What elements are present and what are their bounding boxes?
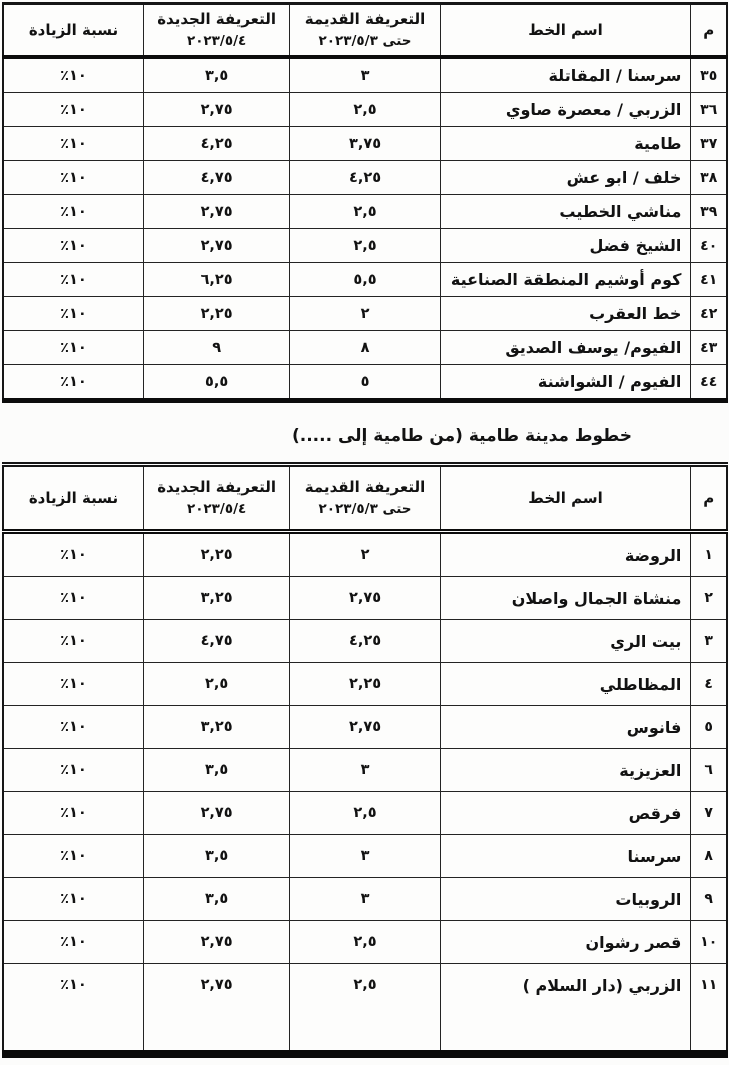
cell-old: ٣,٧٥ bbox=[290, 127, 440, 161]
cell-pct: ١٠٪ bbox=[3, 964, 143, 1007]
table-row bbox=[3, 921, 727, 964]
cell-num: ٥ bbox=[691, 706, 727, 749]
cell-pct: ١٠٪ bbox=[3, 706, 143, 749]
header-old-tariff bbox=[290, 4, 440, 58]
cell-pct: ١٠٪ bbox=[3, 878, 143, 921]
cell-name: الشيخ فضل bbox=[440, 229, 691, 263]
table-row bbox=[3, 161, 727, 195]
cell-old: ٢,٥ bbox=[290, 921, 440, 964]
header-row-number: م bbox=[691, 465, 727, 532]
header-new-tariff-title: التعريفة الجديدة bbox=[157, 478, 277, 497]
cell-old: ٣ bbox=[290, 57, 440, 93]
table-row bbox=[3, 297, 727, 331]
cell-pct: ١٠٪ bbox=[3, 532, 143, 577]
cell-pct: ١٠٪ bbox=[3, 749, 143, 792]
cell-name bbox=[440, 1006, 691, 1054]
table-row bbox=[3, 57, 727, 93]
cell-pct: ١٠٪ bbox=[3, 127, 143, 161]
header-new-tariff bbox=[143, 4, 289, 58]
header-row bbox=[3, 4, 727, 58]
table-row bbox=[3, 749, 727, 792]
cell-old: ٢,٢٥ bbox=[290, 663, 440, 706]
cell-new: ٢,٧٥ bbox=[143, 93, 289, 127]
cell-name: مناشي الخطيب bbox=[440, 195, 691, 229]
header-increase-pct: نسبة الزيادة bbox=[3, 465, 143, 532]
cell-old: ٢,٥ bbox=[290, 229, 440, 263]
section-title: خطوط مدينة طامية (من طامية إلى .....) bbox=[291, 426, 632, 446]
cell-name: منشاة الجمال واصلان bbox=[440, 577, 691, 620]
tariff-table-upper bbox=[2, 2, 728, 403]
cell-num: ٢ bbox=[691, 577, 727, 620]
table-row bbox=[3, 93, 727, 127]
cell-new: ٢,٧٥ bbox=[143, 964, 289, 1007]
cell-pct: ١٠٪ bbox=[3, 263, 143, 297]
cell-name: سرسنا / المقاتلة bbox=[440, 57, 691, 93]
cell-old: ٢ bbox=[290, 532, 440, 577]
table-row bbox=[3, 1006, 727, 1054]
header-old-tariff-date: حتى ٢٠٢٣/٥/٣ bbox=[318, 500, 412, 517]
cell-new: ٢,٧٥ bbox=[143, 792, 289, 835]
cell-new: ٤,٧٥ bbox=[143, 161, 289, 195]
cell-num: ٦ bbox=[691, 749, 727, 792]
table-row bbox=[3, 229, 727, 263]
cell-name: الزربي / معصرة صاوي bbox=[440, 93, 691, 127]
header-new-tariff-date: ٢٠٢٣/٥/٤ bbox=[186, 32, 247, 49]
cell-old bbox=[290, 1006, 440, 1054]
cell-new: ٣,٥ bbox=[143, 878, 289, 921]
cell-new: ٦,٢٥ bbox=[143, 263, 289, 297]
cell-num: ٣٩ bbox=[691, 195, 727, 229]
cell-num: ٤٢ bbox=[691, 297, 727, 331]
cell-pct: ١٠٪ bbox=[3, 57, 143, 93]
cell-name: الفيوم/ يوسف الصديق bbox=[440, 331, 691, 365]
cell-name: العزيزية bbox=[440, 749, 691, 792]
cell-pct: ١٠٪ bbox=[3, 93, 143, 127]
table-row bbox=[3, 706, 727, 749]
cell-num: ٤٣ bbox=[691, 331, 727, 365]
cell-new: ٣,٥ bbox=[143, 835, 289, 878]
cell-name: طامية bbox=[440, 127, 691, 161]
cell-pct: ١٠٪ bbox=[3, 921, 143, 964]
cell-old: ٤,٢٥ bbox=[290, 161, 440, 195]
cell-name: قصر رشوان bbox=[440, 921, 691, 964]
cell-num: ٤٠ bbox=[691, 229, 727, 263]
cell-pct: ١٠٪ bbox=[3, 663, 143, 706]
table-row bbox=[3, 263, 727, 297]
cell-num: ٣٥ bbox=[691, 57, 727, 93]
cell-name: سرسنا bbox=[440, 835, 691, 878]
cell-name: خلف / ابو عش bbox=[440, 161, 691, 195]
cell-num: ٤ bbox=[691, 663, 727, 706]
table-row bbox=[3, 577, 727, 620]
table-row bbox=[3, 331, 727, 365]
cell-new bbox=[143, 1006, 289, 1054]
cell-old: ٢,٥ bbox=[290, 93, 440, 127]
header-old-tariff-title: التعريفة القديمة bbox=[304, 10, 426, 29]
cell-pct: ١٠٪ bbox=[3, 161, 143, 195]
header-increase-pct: نسبة الزيادة bbox=[3, 4, 143, 58]
cell-pct: ١٠٪ bbox=[3, 365, 143, 401]
cell-new: ٢,٧٥ bbox=[143, 229, 289, 263]
header-new-tariff-title: التعريفة الجديدة bbox=[157, 10, 277, 29]
cell-num: ٣٧ bbox=[691, 127, 727, 161]
header-row-number: م bbox=[691, 4, 727, 58]
table-row bbox=[3, 792, 727, 835]
cell-old: ٢ bbox=[290, 297, 440, 331]
cell-name: كوم أوشيم المنطقة الصناعية bbox=[440, 263, 691, 297]
header-new-tariff-date: ٢٠٢٣/٥/٤ bbox=[186, 500, 247, 517]
cell-pct: ١٠٪ bbox=[3, 577, 143, 620]
cell-num: ٤١ bbox=[691, 263, 727, 297]
cell-name: فرقص bbox=[440, 792, 691, 835]
header-old-tariff-date: حتى ٢٠٢٣/٥/٣ bbox=[318, 32, 412, 49]
cell-name: المظاطلي bbox=[440, 663, 691, 706]
table-row bbox=[3, 663, 727, 706]
table-row bbox=[3, 878, 727, 921]
cell-name: خط العقرب bbox=[440, 297, 691, 331]
cell-num: ٣٨ bbox=[691, 161, 727, 195]
cell-new: ٢,٥ bbox=[143, 663, 289, 706]
header-old-tariff-title: التعريفة القديمة bbox=[304, 478, 426, 497]
cell-name: الفيوم / الشواشنة bbox=[440, 365, 691, 401]
cell-pct: ١٠٪ bbox=[3, 620, 143, 663]
table-row bbox=[3, 127, 727, 161]
cell-name: بيت الري bbox=[440, 620, 691, 663]
tariff-table-tamiya-lines bbox=[2, 462, 728, 1058]
table-row bbox=[3, 195, 727, 229]
cell-num: ١١ bbox=[691, 964, 727, 1007]
cell-new: ٢,٢٥ bbox=[143, 297, 289, 331]
cell-old: ٢,٥ bbox=[290, 195, 440, 229]
cell-old: ٢,٥ bbox=[290, 792, 440, 835]
cell-old: ٣ bbox=[290, 749, 440, 792]
cell-new: ٣,٥ bbox=[143, 57, 289, 93]
cell-num: ٣٦ bbox=[691, 93, 727, 127]
cell-old: ٨ bbox=[290, 331, 440, 365]
cell-name: الروضة bbox=[440, 532, 691, 577]
cell-new: ٥,٥ bbox=[143, 365, 289, 401]
cell-old: ٢,٧٥ bbox=[290, 706, 440, 749]
table-row bbox=[3, 964, 727, 1007]
cell-name: فانوس bbox=[440, 706, 691, 749]
cell-name: الزربي (دار السلام ) bbox=[440, 964, 691, 1007]
cell-num: ٣ bbox=[691, 620, 727, 663]
cell-new: ٤,٧٥ bbox=[143, 620, 289, 663]
cell-pct: ١٠٪ bbox=[3, 229, 143, 263]
cell-num: ٤٤ bbox=[691, 365, 727, 401]
cell-num: ٧ bbox=[691, 792, 727, 835]
cell-old: ٣ bbox=[290, 878, 440, 921]
cell-num: ٩ bbox=[691, 878, 727, 921]
header-line-name: اسم الخط bbox=[440, 4, 691, 58]
cell-new: ٢,٢٥ bbox=[143, 532, 289, 577]
cell-new: ٢,٧٥ bbox=[143, 195, 289, 229]
cell-pct: ١٠٪ bbox=[3, 792, 143, 835]
header-old-tariff bbox=[290, 465, 440, 532]
table-row bbox=[3, 835, 727, 878]
cell-old: ٥ bbox=[290, 365, 440, 401]
cell-name: الروبيات bbox=[440, 878, 691, 921]
cell-old: ٢,٥ bbox=[290, 964, 440, 1007]
cell-new: ٣,٢٥ bbox=[143, 706, 289, 749]
cell-num: ١ bbox=[691, 532, 727, 577]
cell-new: ٤,٢٥ bbox=[143, 127, 289, 161]
table-row bbox=[3, 365, 727, 401]
table-row bbox=[3, 620, 727, 663]
cell-new: ٢,٧٥ bbox=[143, 921, 289, 964]
header-line-name: اسم الخط bbox=[440, 465, 691, 532]
cell-num bbox=[691, 1006, 727, 1054]
cell-new: ٣,٢٥ bbox=[143, 577, 289, 620]
cell-pct: ١٠٪ bbox=[3, 331, 143, 365]
cell-old: ٥,٥ bbox=[290, 263, 440, 297]
cell-pct: ١٠٪ bbox=[3, 195, 143, 229]
cell-pct: ١٠٪ bbox=[3, 297, 143, 331]
cell-old: ٣ bbox=[290, 835, 440, 878]
cell-num: ٨ bbox=[691, 835, 727, 878]
cell-num: ١٠ bbox=[691, 921, 727, 964]
cell-pct: ١٠٪ bbox=[3, 835, 143, 878]
cell-new: ٣,٥ bbox=[143, 749, 289, 792]
cell-new: ٩ bbox=[143, 331, 289, 365]
header-row bbox=[3, 465, 727, 532]
header-new-tariff bbox=[143, 465, 289, 532]
cell-old: ٢,٧٥ bbox=[290, 577, 440, 620]
cell-pct bbox=[3, 1006, 143, 1054]
cell-old: ٤,٢٥ bbox=[290, 620, 440, 663]
table-row bbox=[3, 532, 727, 577]
